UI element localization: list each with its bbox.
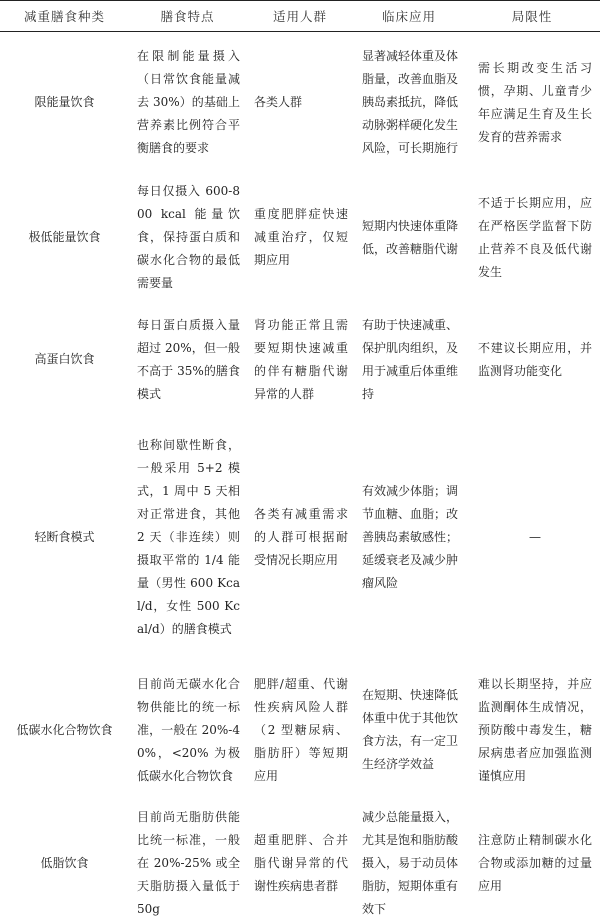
clinical-cell: 有效减少体脂；调节血糖、血脂；改善胰岛素敏感性；延缓衰老及减少肿瘤风险 <box>362 484 459 590</box>
header-limitation: 局限性 <box>464 1 600 32</box>
diet-type-cell: 轻断食模式 <box>34 530 95 544</box>
clinical-cell: 显著减轻体重及体脂量，改善血脂及胰岛素抵抗，降低动脉粥样硬化发生风险，可长期施行 <box>362 49 459 156</box>
features-cell: 目前尚无碳水化合物供能比的统一标准，一般在 20%-40%，<20% 为极低碳水化合物饮食 <box>137 676 240 783</box>
table-row <box>0 418 600 658</box>
clinical-cell: 在短期、快速降低体重中优于其他饮食方法，有一定卫生经济学效益 <box>362 688 459 771</box>
diet-type-cell: 极低能量饮食 <box>28 230 101 244</box>
features-cell: 每日蛋白质摄入量超过 20%，但一般不高于 35%的膳食模式 <box>137 317 240 401</box>
diet-type-cell: 低脂饮食 <box>40 855 89 870</box>
clinical-cell: 短期内快速体重降低，改善糖脂代谢 <box>362 218 459 256</box>
table-row <box>0 174 600 302</box>
table-row <box>0 302 600 418</box>
diet-type-cell: 低碳水化合物饮食 <box>16 722 113 737</box>
features-cell: 在限制能量摄入（日常饮食能量减去 30%）的基础上营养素比例符合平衡膳食的要求 <box>137 49 240 156</box>
limitation-cell: 需长期改变生活习惯，孕期、儿童青少年应满足生育及生长发育的营养需求 <box>478 60 592 144</box>
features-cell: 目前尚无脂肪供能比统一标准，一般在 20%-25% 或全天脂肪摄入量低于 50g <box>137 809 240 916</box>
header-features: 膳食特点 <box>129 1 246 32</box>
limitation-cell: 注意防止精制碳水化合物或添加糖的过量应用 <box>478 832 592 893</box>
limitation-cell: — <box>529 530 541 544</box>
limitation-cell: 不适于长期应用，应在严格医学监督下防止营养不良及低代谢发生 <box>478 195 592 279</box>
population-cell: 肥胖/超重、代谢性疾病风险人群（2 型糖尿病、脂肪肝）等短期应用 <box>254 676 348 783</box>
features-cell: 每日仅摄入 600-800 kcal 能量饮食，保持蛋白质和碳水化合物的最低需要量 <box>137 184 240 290</box>
population-cell: 肾功能正常且需要短期快速减重的伴有糖脂代谢异常的人群 <box>254 317 348 401</box>
diet-type-cell: 高蛋白饮食 <box>34 352 95 366</box>
header-diet-type: 减重膳食种类 <box>0 1 129 32</box>
features-cell: 也称间歇性断食，一般采用 5+2 模式，1 周中 5 天相对正常进食，其他 2 天（非连续）则摄取平常的 1/4 能量（男性 600 Kcal/d，女性 500 Kcal/d）的膳食模式 <box>137 438 240 636</box>
table-header-row <box>0 1 600 32</box>
limitation-cell: 难以长期坚持，并应监测酮体生成情况，预防酸中毒发生，糖尿病患者应加强监测谨慎应用 <box>478 676 592 783</box>
population-cell: 重度肥胖症快速减重治疗，仅短期应用 <box>254 207 348 267</box>
table-row <box>0 658 600 803</box>
header-population: 适用人群 <box>246 1 354 32</box>
table-row <box>0 32 600 174</box>
header-clinical: 临床应用 <box>354 1 464 32</box>
population-cell: 超重肥胖、合并脂代谢异常的代谢性疾病患者群 <box>254 832 348 893</box>
clinical-cell: 有助于快速减重、保护肌肉组织，及用于减重后体重维持 <box>362 317 459 401</box>
diet-type-cell: 限能量饮食 <box>34 95 95 110</box>
population-cell: 各类有减重需求的人群可根据耐受情况长期应用 <box>254 507 348 567</box>
population-cell: 各类人群 <box>254 95 303 110</box>
table-row <box>0 803 600 922</box>
limitation-cell: 不建议长期应用，并监测肾功能变化 <box>478 340 592 378</box>
clinical-cell: 减少总能量摄入，尤其是饱和脂肪酸摄入，易于动员体脂肪，短期体重有效下 <box>362 809 459 916</box>
